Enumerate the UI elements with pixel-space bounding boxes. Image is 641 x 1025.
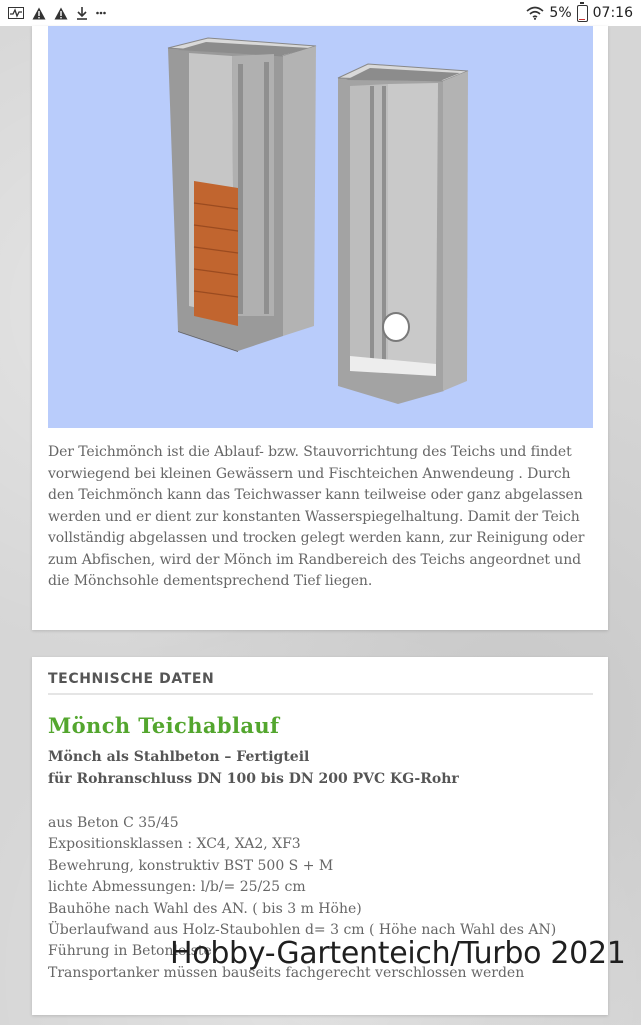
spec-item: Bewehrung, konstruktiv BST 500 S + M	[48, 857, 334, 874]
teichmoench-illustration	[48, 26, 593, 428]
spec-item: Transportanker müssen bauseits fachgerecht verschlossen werden	[48, 964, 525, 981]
product-subtitle-connection: für Rohranschluss DN 100 bis DN 200 PVC KG-Rohr	[48, 771, 459, 787]
status-left-icons	[0, 6, 106, 20]
spec-item: Überlaufwand aus Holz-Staubohlen d= 3 cm ( Höhe nach Wahl des AN)	[48, 922, 557, 939]
section-divider	[48, 693, 593, 695]
spec-item: lichte Abmessungen: l/b/= 25/25 cm	[48, 879, 306, 896]
status-bar	[0, 0, 641, 26]
spec-item: Bauhöhe nach Wahl des AN. ( bis 3 m Höhe)	[48, 900, 362, 917]
status-right	[526, 5, 641, 22]
warning-icon	[54, 7, 68, 20]
teichmoench-description: Der Teichmönch ist die Ablauf- bzw. Stauvorrichtung des Teichs und findet vorwiegend bei kleinen Gewässern und Fischteichen Anwendeung . Durch den Teichmönch kann das Teichwasser kann teilweise oder ganz abgelassen werden und er dient zur konstanten Wasserspiegelhaltung. Damit der Teich vollständig abgelassen und trocken gelegt werden kann, zur Reinigung oder zum Abfischen, wird der Mönch im Randbereich des Teichs angeordnet und die Mönchsohle dementsprechend Tief liegen.	[48, 444, 585, 589]
concrete-shafts-drawing	[48, 26, 593, 428]
watermark-text: Hobby-Gartenteich/Turbo 2021	[170, 936, 626, 971]
download-icon	[76, 6, 88, 20]
intro-card	[32, 26, 608, 630]
battery-icon	[577, 5, 588, 22]
wifi-icon	[526, 6, 544, 20]
warning-icon	[32, 7, 46, 20]
clock: 07:16	[592, 5, 633, 21]
spec-item: Führung in Betonleiste	[48, 943, 212, 960]
battery-percent: 5%	[549, 5, 572, 21]
spec-item: Expositionsklassen : XC4, XA2, XF3	[48, 836, 301, 853]
more-dots-icon	[96, 10, 106, 16]
section-title: TECHNISCHE DATEN	[48, 671, 215, 687]
product-subtitle: Mönch als Stahlbeton – Fertigteil	[48, 749, 310, 765]
product-title: Mönch Teichablauf	[48, 713, 280, 738]
spec-item: aus Beton C 35/45	[48, 815, 179, 831]
activity-icon	[8, 7, 24, 19]
